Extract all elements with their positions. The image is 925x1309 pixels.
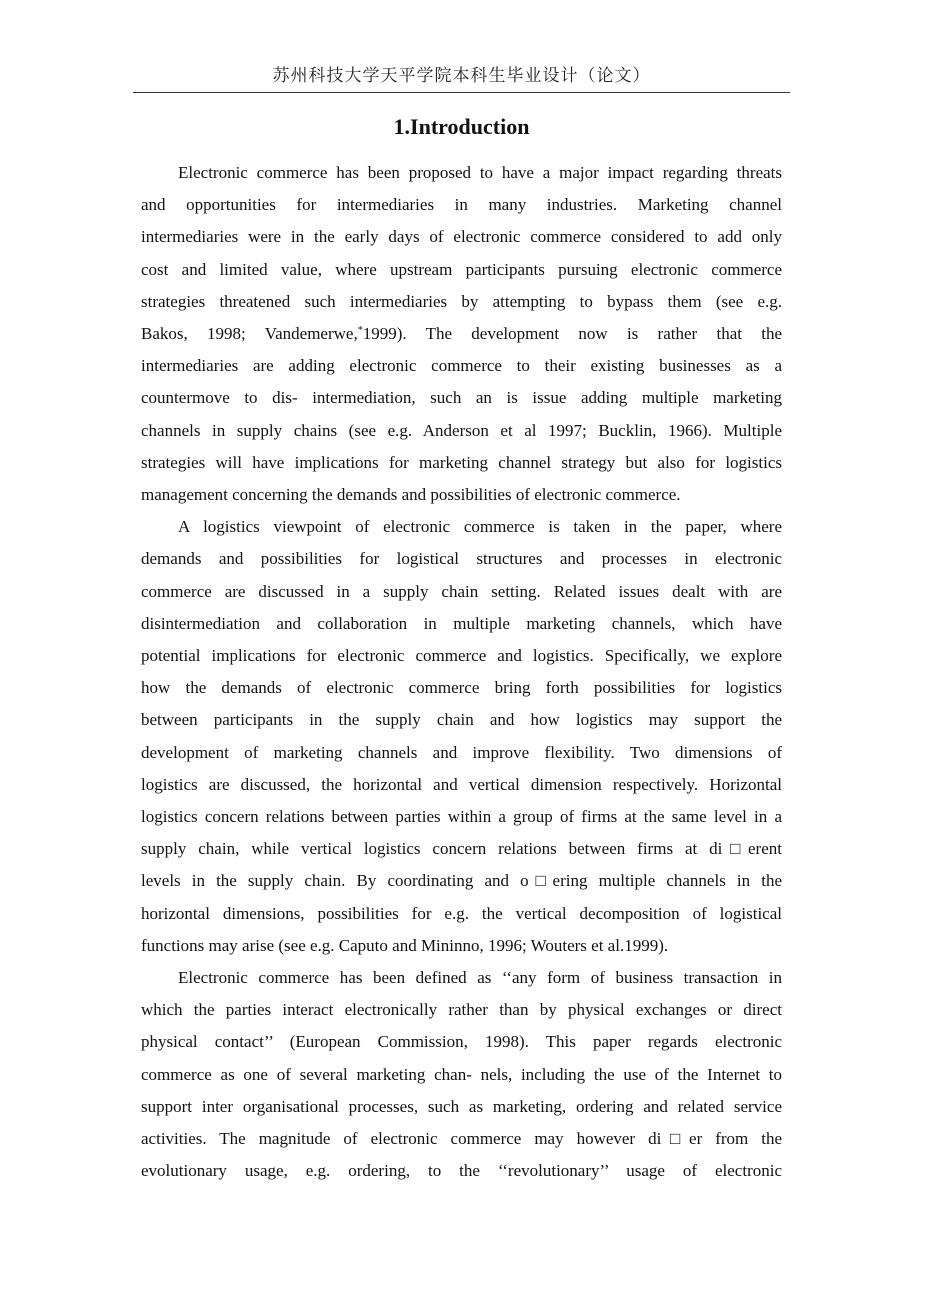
- paragraph-3: [141, 962, 782, 1187]
- paragraph-line: supply chain, while vertical logistics concern relations between firms at di□erent: [141, 839, 782, 859]
- paragraph-line: logistics concern relations between parties within a group of firms at the same level in a: [141, 807, 782, 827]
- paragraph-line: channels in supply chains (see e.g. Anderson et al 1997; Bucklin, 1966). Multiple: [141, 420, 782, 440]
- paragraph-line: Electronic commerce has been defined as ‘‘any form of business transaction in: [178, 968, 782, 988]
- paragraph-1: [141, 157, 782, 511]
- paragraph-line: demands and possibilities for logistical structures and processes in electronic: [141, 549, 782, 569]
- paragraph-line: evolutionary usage, e.g. ordering, to the ‘‘revolutionary’’ usage of electronic: [141, 1161, 782, 1181]
- paragraph-line: management concerning the demands and possibilities of electronic commerce.: [141, 485, 681, 505]
- paragraph-line: and opportunities for intermediaries in many industries. Marketing channel: [141, 195, 782, 215]
- paragraph-line: strategies will have implications for marketing channel strategy but also for logistics: [141, 452, 782, 472]
- paragraph-line: logistics are discussed, the horizontal and vertical dimension respectively. Horizontal: [141, 774, 782, 794]
- paragraph-line: development of marketing channels and improve flexibility. Two dimensions of: [141, 742, 782, 762]
- paragraph-line: how the demands of electronic commerce bring forth possibilities for logistics: [141, 678, 782, 698]
- footnote-mark: *: [357, 325, 363, 337]
- paragraph-line: physical contact’’ (European Commission, 1998). This paper regards electronic: [141, 1032, 782, 1052]
- paragraph-line-with-footnote: [141, 318, 782, 350]
- body-text: [141, 157, 782, 1188]
- paragraph-line: cost and limited value, where upstream participants pursuing electronic commerce: [141, 259, 782, 279]
- paragraph-2: [141, 511, 782, 962]
- paragraph-line: between participants in the supply chain and how logistics may support the: [141, 710, 782, 730]
- paragraph-line: countermove to dis- intermediation, such an is issue adding multiple marketing: [141, 388, 782, 408]
- paragraph-line: commerce are discussed in a supply chain setting. Related issues dealt with are: [141, 581, 782, 601]
- paragraph-line: intermediaries are adding electronic commerce to their existing businesses as a: [141, 356, 782, 376]
- paragraph-line: commerce as one of several marketing chan- nels, including the use of the Internet to: [141, 1064, 782, 1084]
- line-segment: 1999). The development now is rather that the: [362, 324, 783, 344]
- section-title: 1.Introduction: [393, 114, 530, 139]
- line-segment: Bakos, 1998; Vandemerwe,: [141, 324, 358, 344]
- paragraph-line: horizontal dimensions, possibilities for e.g. the vertical decomposition of logistical: [141, 903, 782, 923]
- paragraph-line: which the parties interact electronically rather than by physical exchanges or direct: [141, 1000, 782, 1020]
- paragraph-line: support inter organisational processes, such as marketing, ordering and related service: [141, 1096, 782, 1116]
- header-rule: [133, 92, 790, 93]
- paragraph-line: potential implications for electronic commerce and logistics. Specifically, we explore: [141, 646, 782, 666]
- paragraph-line: strategies threatened such intermediaries by attempting to bypass them (see e.g.: [141, 291, 782, 311]
- paragraph-line: activities. The magnitude of electronic commerce may however di□er from the: [141, 1129, 782, 1149]
- paragraph-line: Electronic commerce has been proposed to have a major impact regarding threats: [178, 163, 782, 182]
- paragraph-line: functions may arise (see e.g. Caputo and Mininno, 1996; Wouters et al.1999).: [141, 935, 669, 955]
- paragraph-line: intermediaries were in the early days of electronic commerce considered to add only: [141, 227, 782, 247]
- paragraph-line: A logistics viewpoint of electronic commerce is taken in the paper, where: [178, 517, 782, 537]
- paragraph-line: levels in the supply chain. By coordinating and o□ering multiple channels in the: [141, 871, 782, 891]
- running-header: 苏州科技大学天平学院本科生毕业设计（论文）: [272, 66, 651, 86]
- paragraph-line: disintermediation and collaboration in multiple marketing channels, which have: [141, 613, 782, 633]
